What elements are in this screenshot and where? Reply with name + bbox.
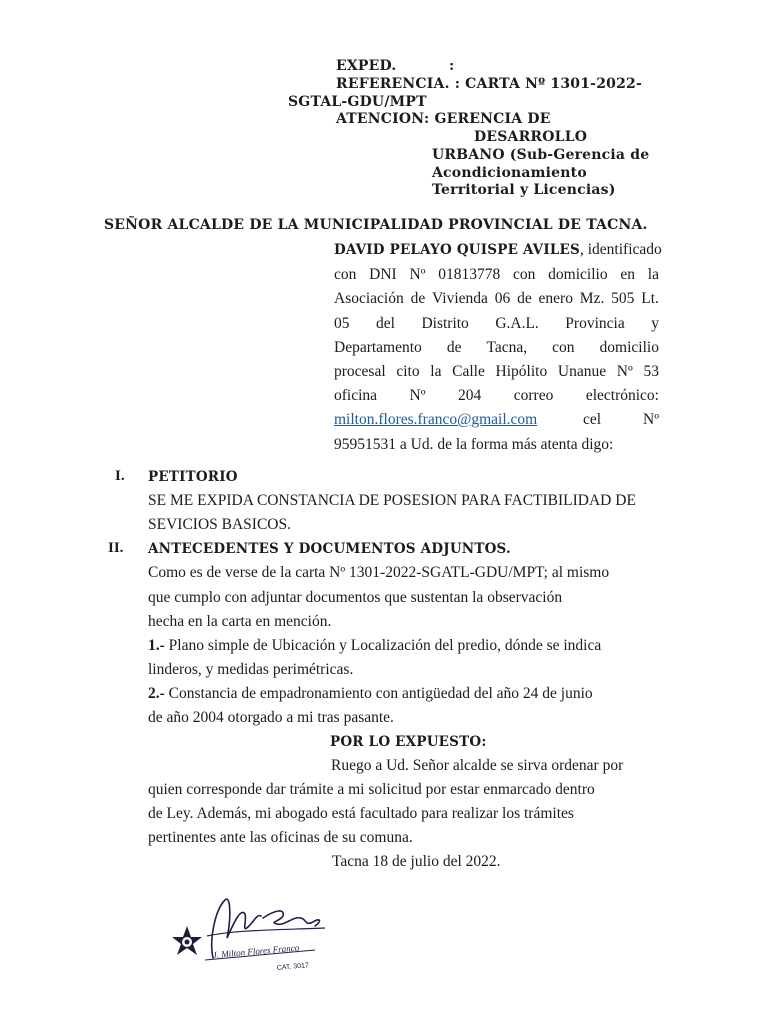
word: Distrito — [421, 315, 469, 332]
atencion-line4: Acondicionamiento — [432, 165, 587, 181]
word: domicilio — [599, 339, 659, 356]
section1-number: I. — [115, 468, 125, 484]
stamp-reg: CAT. 3017 — [276, 962, 310, 972]
word: Unanue — [557, 363, 607, 380]
word: Vivienda — [432, 290, 488, 307]
referencia-line2: SGTAL-GDU/MPT — [288, 94, 427, 110]
word: Hipólito — [495, 363, 548, 380]
section2-title: ANTECEDENTES Y DOCUMENTOS ADJUNTOS. — [148, 541, 511, 557]
intro-line5 — [334, 339, 659, 357]
word: 53 — [643, 363, 659, 380]
word: G.A.L. — [495, 315, 539, 332]
stamp-name: J. Milton Flores Franco — [212, 942, 300, 960]
section1-line2: SEVICIOS BASICOS. — [148, 516, 291, 533]
word: Tacna, — [486, 339, 528, 356]
word: en — [620, 266, 635, 283]
exped-label: EXPED. — [336, 58, 397, 74]
word: la — [430, 363, 442, 380]
atencion-line3: URBANO (Sub-Gerencia de — [432, 147, 650, 163]
addressee: SEÑOR ALCALDE DE LA MUNICIPALIDAD PROVINCIAL DE TACNA. — [104, 217, 648, 233]
section2-p1-line1: Como es de verse de la carta Nº 1301-2022-SGATL-GDU/MPT; al mismo — [148, 564, 610, 581]
word: enero — [538, 290, 573, 307]
section2-number: II. — [108, 540, 124, 556]
section1-title: PETITORIO — [148, 469, 238, 485]
word: Mz. — [579, 290, 605, 307]
signature-stamp — [165, 880, 355, 980]
word: electrónico: — [585, 387, 659, 404]
intro-line6 — [334, 363, 659, 381]
word: Nº — [409, 387, 426, 404]
item2-text: Constancia de empadronamiento con antigüedad del año 24 de junio — [164, 685, 593, 702]
section2-item2-line1 — [148, 685, 593, 703]
word: del — [376, 315, 395, 332]
intro-line7 — [334, 387, 659, 405]
section2-item1-line2: linderos, y medidas perimétricas. — [148, 661, 354, 678]
petitioner-name: DAVID PELAYO QUISPE AVILES — [334, 242, 580, 258]
word: 06 — [494, 290, 511, 307]
item1-number: 1.- — [148, 637, 165, 654]
word: cel — [583, 411, 602, 428]
word: Nº — [616, 363, 633, 380]
closing-title: POR LO EXPUESTO: — [330, 734, 487, 750]
word: Nº — [409, 266, 426, 283]
star-emblem-icon — [172, 926, 202, 955]
word: de — [517, 290, 532, 307]
intro-line1-rest: , identificado — [579, 241, 662, 258]
word: DNI — [369, 266, 397, 283]
word: 204 — [458, 387, 482, 404]
closing-line1: Ruego a Ud. Señor alcalde se sirva ordenar por — [331, 757, 624, 774]
word: Calle — [452, 363, 485, 380]
intro-line1 — [334, 241, 662, 259]
word: Departamento — [334, 339, 422, 356]
section2-p1-line2: que cumplo con adjuntar documentos que sustentan la observación — [148, 589, 563, 606]
cel-group — [583, 411, 659, 429]
word: Provincia — [565, 315, 625, 332]
closing-line4: pertinentes ante las oficinas de su comuna. — [148, 829, 413, 846]
intro-line3 — [334, 290, 659, 308]
word: de — [446, 339, 462, 356]
word: Asociación — [334, 290, 404, 307]
word: procesal — [334, 363, 386, 380]
intro-line8 — [334, 411, 659, 429]
section1-line1: SE ME EXPIDA CONSTANCIA DE POSESION PARA FACTIBILIDAD DE — [148, 492, 636, 509]
word: oficina — [334, 387, 378, 404]
word: de — [410, 290, 426, 307]
item2-number: 2.- — [148, 685, 165, 702]
section2-item2-line2: de año 2004 otorgado a mi tras pasante. — [148, 709, 394, 726]
atencion-line1: : GERENCIA DE — [424, 111, 551, 127]
intro-line2 — [334, 266, 659, 284]
closing-line3: de Ley. Además, mi abogado está facultado para realizar los trámites — [148, 805, 574, 822]
referencia-line1: REFERENCIA. : CARTA Nº 1301-2022- — [336, 76, 642, 92]
word: 505 — [611, 290, 635, 307]
atencion-label: ATENCION — [336, 111, 425, 127]
section2-p1-line3: hecha en la carta en mención. — [148, 613, 332, 630]
word: con — [513, 266, 536, 283]
atencion-line2: DESARROLLO — [474, 129, 588, 145]
section2-item1-line1 — [148, 637, 601, 655]
word: y — [651, 315, 659, 332]
word: cito — [396, 363, 420, 380]
word: 05 — [334, 315, 350, 332]
word: Lt. — [641, 290, 659, 307]
closing-line2: quien corresponde dar trámite a mi solicitud por estar enmarcado dentro — [148, 781, 595, 798]
word: con — [334, 266, 357, 283]
word: 01813778 — [438, 266, 501, 283]
intro-line9: 95951531 a Ud. de la forma más atenta digo: — [334, 436, 614, 453]
intro-line4 — [334, 315, 659, 333]
word: correo — [513, 387, 554, 404]
item1-text: Plano simple de Ubicación y Localización del predio, dónde se indica — [164, 637, 602, 654]
closing-date: Tacna 18 de julio del 2022. — [332, 853, 501, 870]
word: con — [552, 339, 575, 356]
atencion-line5: Territorial y Licencias) — [432, 182, 616, 198]
word: domicilio — [548, 266, 608, 283]
email-link[interactable]: milton.flores.franco@gmail.com — [334, 411, 538, 428]
word: Nº — [643, 411, 659, 428]
word: la — [647, 266, 659, 283]
exped-colon: : — [449, 58, 455, 74]
